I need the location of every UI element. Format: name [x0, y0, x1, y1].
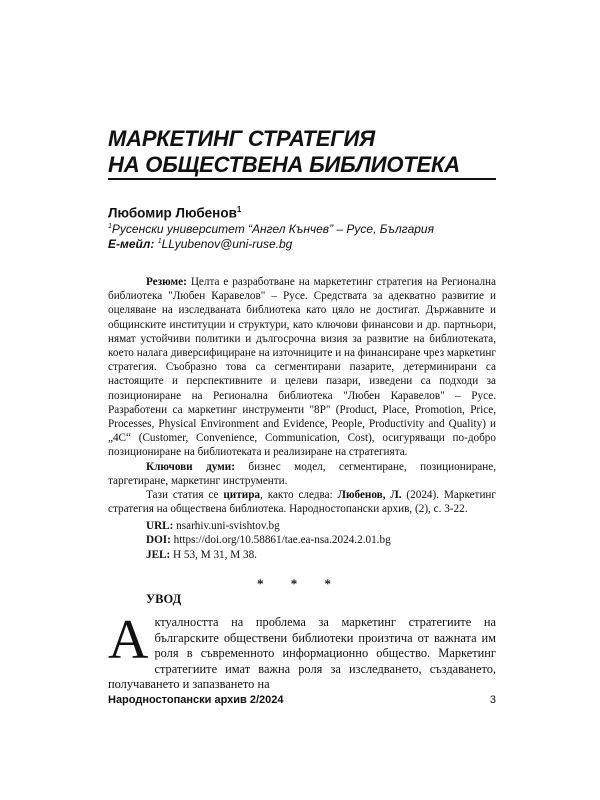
- article-title: [108, 126, 498, 178]
- jel-line: [146, 548, 391, 562]
- author-email: [108, 237, 292, 251]
- citation-pre: Тази статия се: [146, 489, 219, 502]
- affiliation-superscript: 1: [108, 223, 112, 230]
- jel-codes: H 53, M 31, M 38.: [173, 548, 257, 561]
- url-line: [146, 519, 391, 533]
- footer-page-number: 3: [489, 694, 496, 706]
- citation-rest: (2024). Маркетинг стратегия на обществена библиотека. Народностопански архив, (2), с. 3-22.: [108, 489, 497, 516]
- citation-author: Любенов, Л.: [337, 489, 402, 502]
- author-affiliation: [108, 222, 434, 236]
- email-label: Е-мейл:: [108, 237, 155, 251]
- section-separator: * * *: [257, 576, 343, 591]
- article-metadata: [146, 519, 391, 562]
- abstract-paragraph: [108, 275, 496, 460]
- affiliation-text: Русенски университет “Ангел Кънчев” – Русе, България: [111, 222, 434, 236]
- citation-mid: , както следва:: [260, 489, 333, 502]
- title-line-2: НА ОБЩЕСТВЕНА БИБЛИОТЕКА: [108, 152, 460, 177]
- doi-label: DOI:: [146, 534, 171, 547]
- abstract-label: Резюме:: [146, 276, 187, 288]
- intro-line-1: ктуалността на проблема за маркетинг стратегиите на българските: [154, 615, 496, 645]
- title-line-1: МАРКЕТИНГ СТРАТЕГИЯ: [108, 126, 375, 151]
- citation-bold: цитира: [223, 489, 261, 502]
- email-address[interactable]: LLyubenov@uni-ruse.bg: [161, 237, 293, 251]
- author-superscript: 1: [236, 205, 242, 214]
- keywords-paragraph: [108, 460, 496, 488]
- section-heading: УВОД: [146, 592, 182, 606]
- footer-journal: Народностопански архив 2/2024: [108, 694, 284, 706]
- url-link[interactable]: nsarhiv.uni-svishtov.bg: [176, 520, 280, 532]
- url-label: URL:: [146, 520, 174, 532]
- intro-line-2: обществени библиотеки произтича от важната им роля в съвременното информационно общество. Маркетинг стратегиите имат важна роля за изследването, създаването, получаването и запазването на: [108, 630, 496, 691]
- jel-label: JEL:: [146, 548, 171, 561]
- email-superscript: 1: [157, 238, 162, 245]
- intro-paragraph: [108, 609, 496, 693]
- author-name: [108, 205, 241, 221]
- keywords-label: Ключови думи:: [146, 460, 235, 473]
- author-name-text: Любомир Любенов: [108, 205, 237, 221]
- doi-link[interactable]: https://doi.org/10.58861/tae.ea-nsa.2024.2.01.bg: [173, 534, 391, 547]
- doi-line: [146, 533, 391, 547]
- drop-cap-letter: А: [108, 609, 149, 671]
- title-rule: [108, 178, 496, 180]
- abstract-text: Целта е разработване на маркететинг стратегия на Регионална библиотека "Любен Каравелов" – Русе. Средствата за адекватно развитие и оцеляване на изследваната библиотека като цяло не достигат. Държавните и общинските институции и структури, като ключови финансови и др. партньори, нямат устойчиви политики и дългосрочна визия за развитие на библиотеката, което налага диверсифициране на източниците и на финансиране чрез маркетинг стратегия. Съобразно това са сегментирани пазарите, детерминирани са настоящите и перспективните и целеви пазари, изведени са подходи за позициониране на Регионална библиотека "Любен Каравелов" – Русе. Разработени са маркетинг инструменти "8P" (Product, Place, Promotion, Price, Processes, Physical Environment and Evidence, People, Productivity and Quality) и „4C“ (Customer, Convenience, Communication, Cost), осигуряващи по-добро позициониране на библиотеката и реализиране на стратегията.: [108, 276, 497, 459]
- citation-paragraph: [108, 488, 496, 516]
- keywords-text: бизнес модел, сегментиране, позициониране, таргетиране, маркетинг инструменти.: [108, 460, 497, 487]
- abstract-block: [108, 275, 496, 516]
